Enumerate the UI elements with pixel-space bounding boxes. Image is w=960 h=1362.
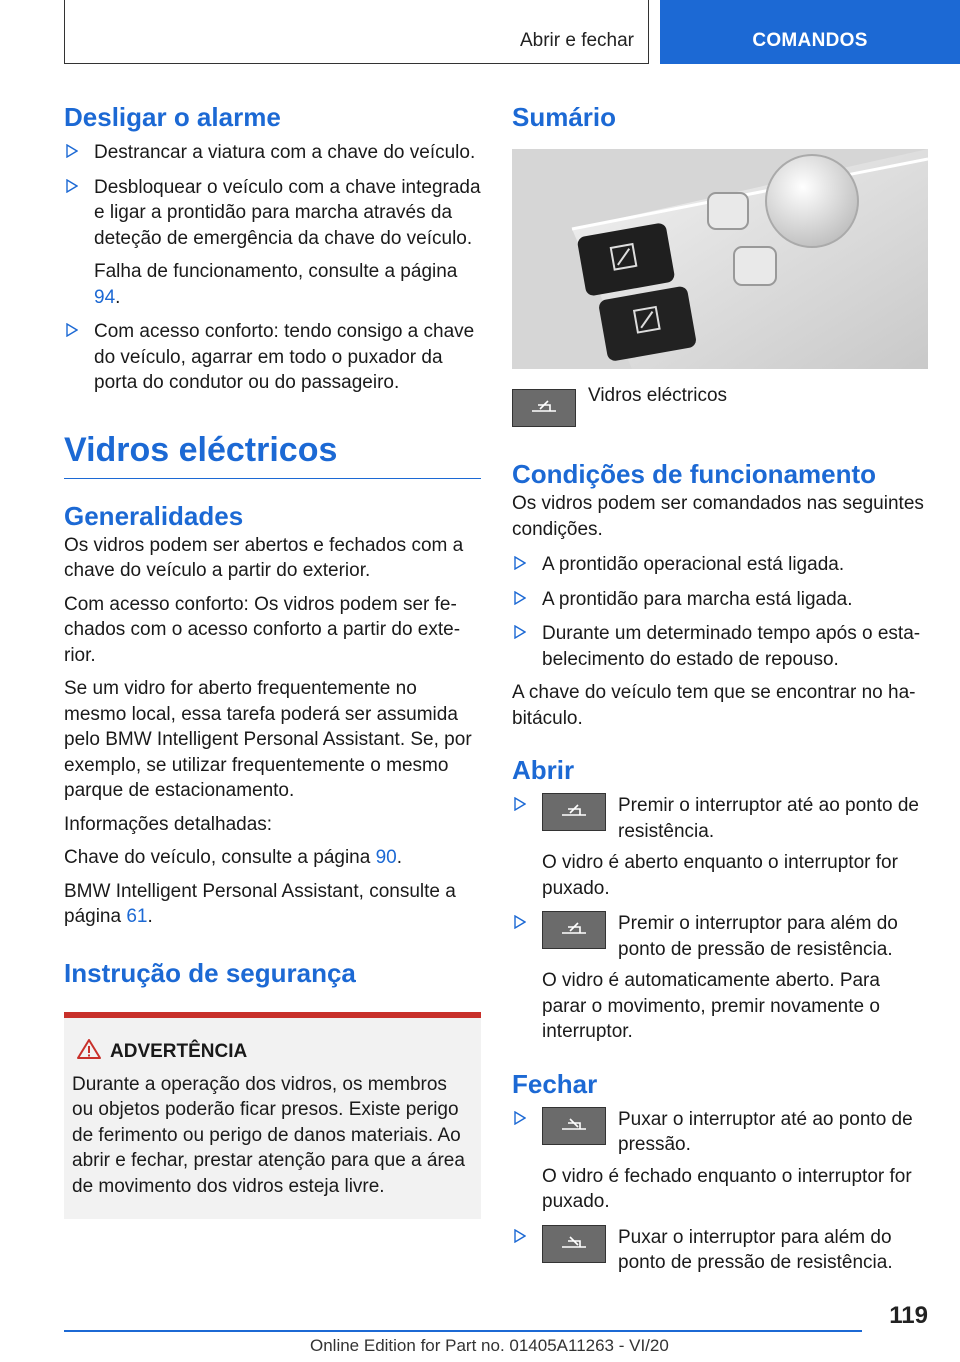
header-chapter-tab — [660, 0, 960, 64]
step-row — [542, 793, 928, 844]
step-row — [542, 1107, 928, 1158]
header-section-box — [64, 0, 649, 64]
list-item — [64, 175, 481, 311]
details-paragraph: Informações detalhadas: — [64, 813, 273, 835]
conditions-outro: A chave do veículo tem que se encontrar no habitáculo. — [512, 682, 916, 729]
window-switch-illustration — [512, 149, 928, 369]
list-item — [512, 793, 928, 901]
right-column — [512, 100, 928, 1276]
warning-body — [64, 1018, 481, 1220]
list-item — [512, 621, 928, 672]
assistant-ref: BMW Intelligent Personal Assistant, consulte a página 61. — [64, 880, 456, 927]
open-list — [512, 793, 928, 1045]
left-column — [64, 100, 481, 1219]
step-action: Puxar o interruptor até ao ponto de pressão. — [618, 1108, 913, 1155]
close-heading: Fechar — [512, 1068, 598, 1099]
list-item-text: Destrancar a viatura com a chave do veículo. — [94, 142, 476, 163]
alarm-list — [64, 140, 481, 396]
conditions-intro: Os vidros podem ser comandados nas seguintes condições. — [512, 493, 924, 540]
list-item — [512, 552, 928, 578]
list-bullet-icon — [514, 556, 526, 570]
list-item — [64, 140, 481, 166]
step-result: O vidro é automaticamente aberto. Para parar o movimento, premir novamente o interruptor. — [542, 970, 880, 1042]
list-bullet-icon — [66, 179, 78, 193]
key-ref: Chave do veículo, consulte a página 90. — [64, 847, 403, 868]
warning-box — [64, 1012, 481, 1220]
safety-heading: Instrução de segurança — [64, 957, 356, 988]
list-item-text: A prontidão operacional está ligada. — [542, 554, 845, 575]
list-bullet-icon — [514, 1111, 526, 1125]
window-switch-icon — [542, 1107, 606, 1145]
list-bullet-icon — [66, 323, 78, 337]
footer-edition: Online Edition for Part no. 01405A11263 - VI/20 — [310, 1336, 669, 1355]
page-link-61[interactable]: 61 — [126, 906, 148, 927]
list-bullet-icon — [514, 1229, 526, 1243]
list-bullet-icon — [514, 797, 526, 811]
footer-divider — [64, 1330, 862, 1332]
header-chapter-title: COMANDOS — [752, 30, 868, 51]
list-item — [512, 587, 928, 613]
general-heading: Generalidades — [64, 500, 244, 531]
window-switch-icon — [542, 1225, 606, 1263]
list-item-text: A prontidão para marcha está ligada. — [542, 588, 853, 610]
window-switch-icon — [512, 389, 576, 427]
list-bullet-icon — [514, 591, 526, 605]
window-switch-icon — [542, 911, 606, 949]
assistant-paragraph: Se um vidro for aberto frequentemente no mesmo local, essa tarefa poderá ser assumida pelo BMW Intelligent Personal Assistant. Se, por exemplo, se utilizar frequentemente o mesmo parque de estacionamento. — [64, 678, 472, 801]
window-switch-icon — [542, 793, 606, 831]
warning-text: Durante a operação dos vidros, os membros ou objetos poderão ficar presos. Existe perigo de ferimento ou perigo de danos materiais. Ao abrir e fechar, prestar atenção para que a área de movimento dos vidros esteja livre. — [72, 1073, 465, 1197]
step-action: Premir o interruptor para além do ponto de pressão de resistência. — [618, 913, 898, 960]
warning-title: ADVERTÊNCIA — [110, 1040, 248, 1062]
step-action: Puxar o interruptor para além do ponto de pressão de resistência. — [618, 1226, 893, 1273]
step-result: O vidro é fechado enquanto o interruptor for puxado. — [542, 1165, 912, 1212]
page-number: 119 — [889, 1302, 928, 1329]
list-bullet-icon — [66, 144, 78, 158]
alarm-heading: Desligar o alarme — [64, 102, 281, 132]
list-item — [512, 1107, 928, 1215]
warning-triangle-icon — [76, 1038, 102, 1066]
conditions-list — [512, 552, 928, 672]
list-item-text: Com acesso conforto: tendo consigo a chave do veículo, agarrar em todo o puxador da porta do condutor ou do passageiro. — [94, 321, 475, 393]
page-link-94[interactable]: 94 — [94, 286, 116, 308]
icon-caption: Vidros eléctricos — [588, 385, 728, 406]
summary-heading: Sumário — [512, 102, 617, 132]
step-row — [542, 1225, 928, 1276]
windows-heading: Vidros eléctricos — [64, 430, 481, 479]
list-item — [512, 1225, 928, 1276]
list-item-text: Desbloquear o veículo com a chave integrada e ligar a prontidão para marcha através da deteção de emergência da chave do veículo. — [94, 176, 481, 249]
page-link-90[interactable]: 90 — [375, 847, 397, 868]
comfort-paragraph: Com acesso conforto: Os vidros podem ser fechados com o acesso conforto a partir do exterior. — [64, 593, 461, 666]
step-result: O vidro é aberto enquanto o interruptor for puxado. — [542, 852, 898, 899]
warning-title-row — [72, 1038, 473, 1066]
step-row — [542, 911, 928, 962]
step-action: Premir o interruptor até ao ponto de resistência. — [618, 795, 920, 842]
malfunction-ref: Falha de funcionamento, consulte a página 94. — [94, 261, 458, 308]
conditions-heading: Condições de funcionamento — [512, 459, 877, 489]
list-bullet-icon — [514, 625, 526, 639]
list-item — [512, 911, 928, 1045]
close-list — [512, 1107, 928, 1276]
list-bullet-icon — [514, 915, 526, 929]
list-item-text: Durante um determinado tempo após o estabelecimento do estado de repouso. — [542, 623, 921, 670]
header-section-title: Abrir e fechar — [519, 30, 634, 51]
general-paragraph: Os vidros podem ser abertos e fechados com a chave do veículo a partir do exterior. — [64, 534, 464, 581]
list-item — [64, 319, 481, 396]
open-heading: Abrir — [512, 755, 575, 785]
icon-caption-row — [512, 385, 928, 427]
window-switch-photo — [512, 149, 928, 369]
